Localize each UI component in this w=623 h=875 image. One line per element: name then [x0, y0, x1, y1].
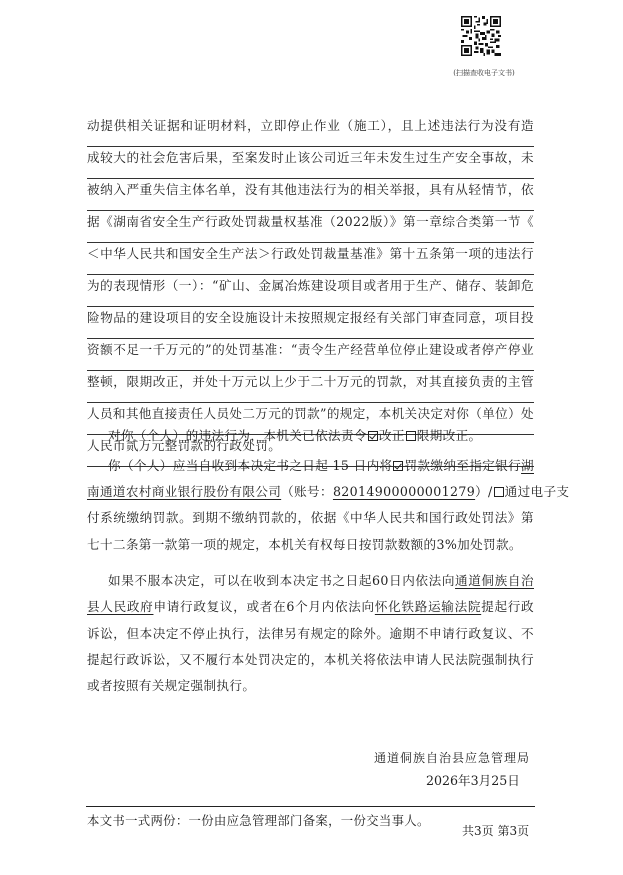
court-name: 怀化铁路运输法院 [374, 599, 482, 614]
appeal-line: 诉讼，但本决定不停止执行，法律另有规定的除外。逾期不申请行政复议、不 [87, 626, 534, 641]
checked-box-icon [393, 461, 403, 471]
text-line: 人员和其他直接责任人员处二万元的罚款”的规定，本机关决定对你（单位）处 [87, 403, 534, 435]
text-line: 动提供相关证据和证明材料，立即停止作业（施工），且上述违法行为没有造 [87, 115, 534, 147]
review-authority: 县人民政府 [87, 599, 154, 614]
correction-option-1: 改正 [378, 428, 405, 443]
appeal-text: 如果不服本决定，可以在收到本决定书之日起60日内依法向 [108, 573, 456, 588]
checked-box-icon [368, 431, 378, 441]
payment-text: 通过电子支 [504, 484, 570, 499]
bank-name-start: 湖 [521, 458, 534, 473]
bank-name: 南通道农村商业银行股份有限公司 [87, 484, 282, 499]
payment-sep: ）/ [475, 484, 493, 499]
issuing-authority: 通道侗族自治县应急管理局 [374, 751, 531, 765]
unchecked-box-icon [494, 487, 504, 497]
text-line: 人民币贰万元整罚款的行政处罚。 [87, 435, 534, 467]
issue-date: 2026年3月25日 [426, 773, 520, 788]
text-line: 整顿，限期改正，并处十万元以上少于二十万元的罚款，对其直接负责的主管 [87, 371, 534, 403]
text-line: 据《湖南省安全生产行政处罚裁量权基准（2022版）》第一章综合类第一节《 [87, 211, 534, 243]
appeal-text: 申请行政复议，或者在6个月内依法向 [153, 599, 375, 614]
payment-text: 罚款缴纳至指定银行 [404, 458, 522, 473]
payment-line: 七十二条第一款第一项的规定，本机关有权每日按罚款数额的3%加处罚款。 [87, 537, 522, 552]
footer-divider [86, 806, 535, 807]
text-line: 险物品的建设项目的安全设施设计未按照规定报经有关部门审查同意，项目投 [87, 307, 534, 339]
account-prefix: （账号： [281, 484, 333, 499]
footer-note: 本文书一式两份：一份由应急管理部门备案，一份交当事人。 [87, 813, 430, 828]
unchecked-box-icon [406, 431, 416, 441]
text-line: 被纳入严重失信主体名单，没有其他违法行为的相关举报，具有从轻情节，依 [87, 179, 534, 211]
qr-code [461, 16, 501, 56]
penalty-paragraph [87, 115, 534, 467]
correction-option-2: 限期改正。 [416, 428, 482, 443]
text-line: 资额不足一千万元的”的处罚基准：“责令生产经营单位停止建设或者停产停业 [87, 339, 534, 371]
payment-text: 你（个人）应当自收到本决定书之日起 15 日内将 [108, 458, 393, 473]
appeal-text: 提起行政 [481, 599, 535, 614]
page-number: 共3页 第3页 [462, 824, 530, 838]
correction-prefix: 对你（个人）的违法行为，本机关已依法责令 [108, 428, 367, 443]
qr-caption: (扫描查收电子文书) [453, 69, 515, 77]
review-authority-start: 通道侗族自治 [455, 573, 534, 588]
payment-line: 付系统缴纳罚款。到期不缴纳罚款的，依据《中华人民共和国行政处罚法》第 [87, 510, 534, 525]
appeal-line: 或者按照有关规定强制执行。 [87, 678, 256, 693]
text-line: ＜中华人民共和国安全生产法＞行政处罚裁量基准》第十五条第一项的违法行 [87, 243, 534, 275]
account-number: 82014900000001279 [332, 484, 476, 499]
appeal-line: 提起行政诉讼，又不履行本处罚决定的，本机关将依法申请人民法院强制执行 [87, 652, 534, 667]
text-line: 为的表现情形（一）：“矿山、金属冶炼建设项目或者用于生产、储存、装卸危 [87, 275, 534, 307]
text-line: 成较大的社会危害后果，至案发时止该公司近三年未发生过生产安全事故，未 [87, 147, 534, 179]
